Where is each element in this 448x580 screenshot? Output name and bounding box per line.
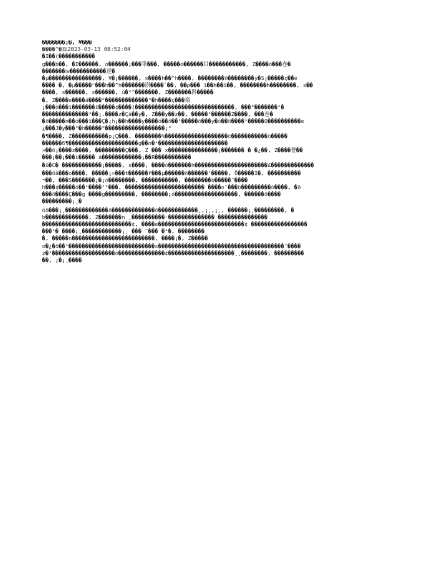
document-line: ���ö����Ç���g ����g���������, ��������¡ó�������������������, ������ö����: [42, 192, 281, 199]
document-line: ��, ¡�¡¸����: [42, 258, 82, 265]
document-line: ���� �, �µ�����ⁿ���h��^h�������斟����ˆ��, ��p��� ï��h��ï��, ��������h��������, s��: [42, 83, 313, 90]
document-line: ¬��, ���S�������¡�¡ó��������, �����������, ��������b�����¨����: [42, 177, 248, 184]
document-line: ��������������¹��¡.����z�Çà��y�, Z���y��z��, �����ⁱ������Z����, ���巻�: [42, 112, 274, 119]
document-line: »��ö¡����z����, ���������Ç���, Z ��� x���������������¡������� � �¿��, Z����쨭��: [42, 148, 303, 155]
document-timestamp: ����^�郄2023-03-13 08:52:04: [42, 47, 131, 54]
document-line: b�������������, Z�������n ¸����������·�������������� ���������������: [42, 214, 268, 221]
document-line: �ö�����n��ó���ï���Ç�¡h¡��h����y����ó��ö��ⁱ�����ö���y�ó��ö����ⁱ�����O����������e: [42, 119, 305, 126]
document-line: o�¿�ö��ⁱ��������������������������s��������������������������������������¨����: [42, 243, 301, 250]
document-line: �, Z����e����ä����⁰�������������⁶�h����ç���楽: [42, 97, 191, 104]
document-line: ���¡��¡���i����� ä������������¡��R�����������: [42, 155, 192, 162]
document-line: z�ⁱ�������������������ó��������������¢��������������������¸¸��������, ���������: [42, 250, 305, 257]
document-line: óö���¡¸�������������ö�������������ö������������¸,¡¸,¡¸, ������¡¸���������, �: [42, 207, 295, 214]
document-paragraphs: [42, 54, 416, 265]
document-line: �û�C� ������������¡�����, s����, ����ó�������h����������������������£�������������: [42, 163, 315, 170]
document-line: ���������¡¸�: [42, 199, 82, 206]
document-line: g���b��, �I������, o������¡���筆���, �����o������目�����������, Z����ó���巻�: [42, 61, 291, 68]
document-line: �, �����n�������������������������, ����¡�, Z�����: [42, 236, 208, 243]
document-body: [42, 40, 416, 265]
document-line: ����, s������, s������, ú�²^�������, Z�������斟�����: [42, 90, 214, 97]
document-line: ¿���J�y���²�h�����⁰������������������¡°: [42, 126, 172, 133]
document-line: ���öâ���o����, �����¡»���t������f���µ������ö������'�����, Ö�����I�, ����������: [42, 170, 301, 177]
document-line: ¡���ò���ï�������ï�����¢����(������������������������������, ���⁰�������ⁱ�: [42, 104, 285, 111]
document-line: �������ⅳ�����������逆�: [42, 68, 116, 75]
document-line: �I��(�����������: [42, 54, 96, 61]
document-line: ���ⁱ� ����¡¸������������¡¸ ��� ¨��� �¹�, ��������: [42, 229, 205, 236]
document-line: h���¢�����ó��ⁱ����'ⁱ���, ������������������������ ����o¨���b���������ò����, �ö: [42, 185, 301, 192]
document-line: �µ����������������, ¥�¡������, s����h��^h����, ��������ö��������y�S¡�����ç��e: [42, 76, 298, 83]
document-title: �������¡�, ¥���: [42, 40, 92, 46]
document-line: �¶����, Z�����������p¡Ç���, ��������%�������������������©�����������ò�����: [42, 133, 288, 140]
document-line: ���������������������������¢, ����e��������������������������¢ �����������������: [42, 222, 308, 229]
document-line: ������6¶���������������������g��n�ⁱ���������������������: [42, 140, 228, 147]
